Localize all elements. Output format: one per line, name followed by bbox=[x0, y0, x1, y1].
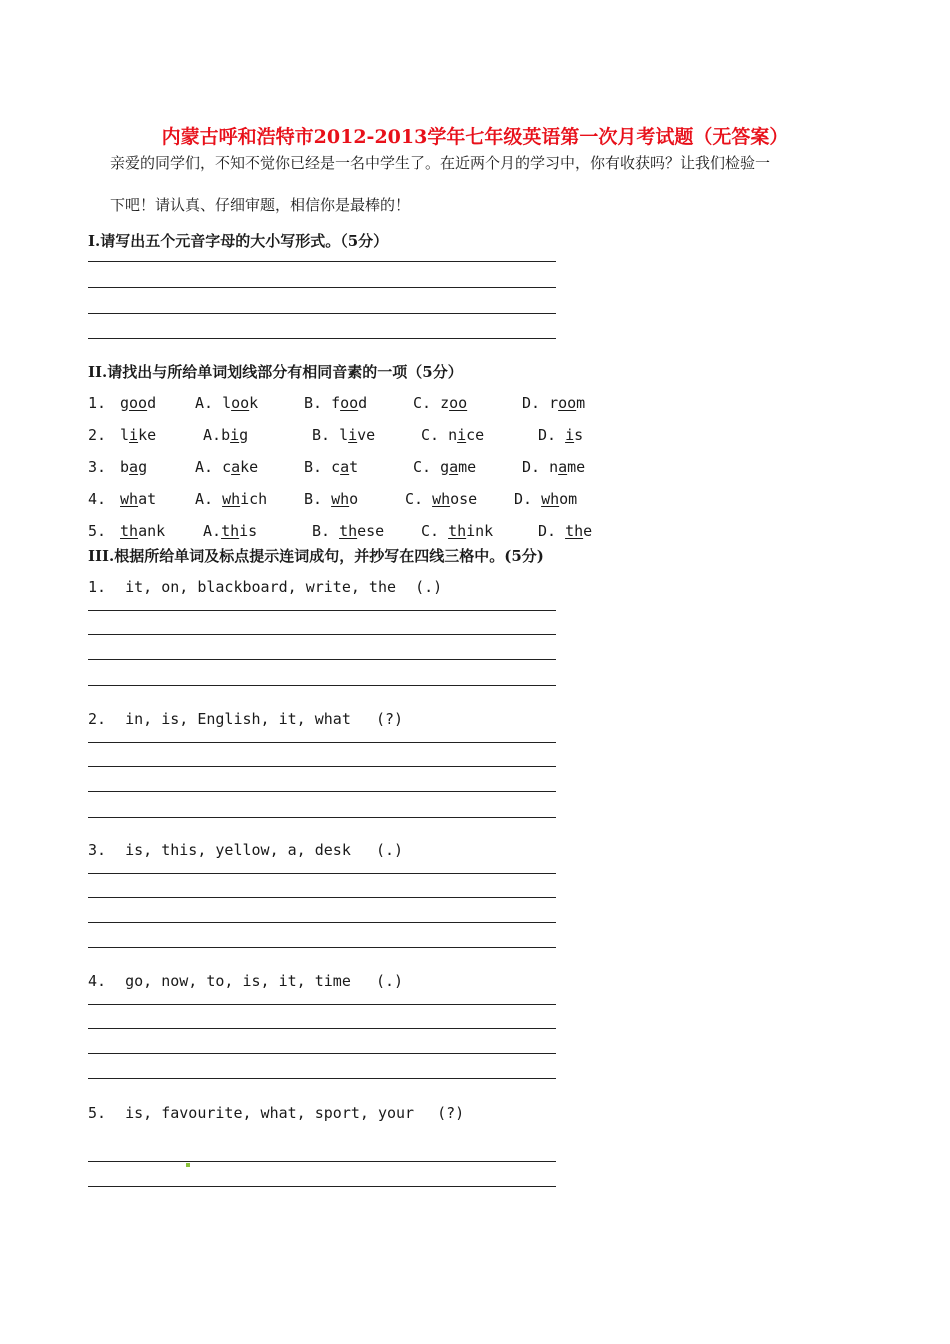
section-1-heading: I.请写出五个元音字母的大小写形式。（5分） bbox=[88, 232, 389, 250]
option-d bbox=[522, 394, 585, 412]
option-c bbox=[405, 490, 477, 508]
word-part: ve bbox=[357, 426, 376, 444]
option-d bbox=[538, 426, 583, 444]
section-3-heading: III.根据所给单词及标点提示连词成句，并抄写在四线三格中。(5分) bbox=[88, 547, 544, 565]
underlined-letters: th bbox=[221, 522, 240, 540]
option-a bbox=[195, 458, 258, 476]
green-dot-mark bbox=[186, 1163, 190, 1167]
word-part: k bbox=[249, 394, 259, 412]
underlined-letters: a bbox=[231, 458, 241, 476]
writing-line bbox=[88, 313, 556, 314]
option-label: D. bbox=[538, 426, 557, 444]
underlined-letters: th bbox=[448, 522, 467, 540]
phonics-question-1 bbox=[88, 394, 157, 412]
underlined-letters: wh bbox=[222, 490, 241, 508]
underlined-letters: th bbox=[339, 522, 358, 540]
writing-line bbox=[88, 922, 556, 923]
option-word bbox=[222, 490, 267, 508]
option-label: A. bbox=[195, 490, 214, 508]
option-word bbox=[549, 458, 585, 476]
option-label: B. bbox=[304, 458, 323, 476]
word-part: t bbox=[349, 458, 359, 476]
underlined-letters: oo bbox=[231, 394, 250, 412]
option-word bbox=[448, 522, 493, 540]
page-title: 内蒙古呼和浩特市2012-2013学年七年级英语第一次月考试题（无答案） bbox=[161, 126, 789, 148]
underlined-letters: a bbox=[449, 458, 459, 476]
word-part: g bbox=[239, 426, 249, 444]
writing-line bbox=[88, 659, 556, 660]
word-part: me bbox=[458, 458, 477, 476]
word-part: e bbox=[583, 522, 593, 540]
writing-line bbox=[88, 685, 556, 686]
underlined-letters: a bbox=[340, 458, 350, 476]
word-part: b bbox=[120, 458, 130, 476]
question-words: in, is, English, it, what bbox=[125, 710, 351, 728]
underlined-letters: th bbox=[120, 522, 139, 540]
option-word bbox=[448, 426, 484, 444]
word-part: g bbox=[120, 394, 130, 412]
intro-line-2: 下吧！请认真、仔细审题，相信你是最棒的！ bbox=[110, 196, 411, 214]
option-b bbox=[304, 458, 358, 476]
underlined-letters: a bbox=[129, 458, 139, 476]
word-part: c bbox=[222, 458, 232, 476]
word-part: z bbox=[440, 394, 450, 412]
word-part: ke bbox=[240, 458, 259, 476]
option-word bbox=[221, 426, 248, 444]
option-label: A. bbox=[195, 394, 214, 412]
option-label: D. bbox=[514, 490, 533, 508]
sentence-question-3 bbox=[88, 841, 404, 859]
phonics-question-5 bbox=[88, 522, 166, 540]
underlined-letters: i bbox=[348, 426, 358, 444]
question-number: 2. bbox=[88, 710, 107, 728]
option-b bbox=[312, 522, 384, 540]
option-label: C. bbox=[413, 394, 432, 412]
word-part: n bbox=[448, 426, 458, 444]
option-d bbox=[538, 522, 592, 540]
word-part: ce bbox=[466, 426, 485, 444]
writing-line bbox=[88, 817, 556, 818]
word-part: m bbox=[576, 394, 586, 412]
phonics-question-4 bbox=[88, 490, 157, 508]
question-words: it, on, blackboard, write, the bbox=[125, 578, 397, 596]
underlined-letters: oo bbox=[558, 394, 577, 412]
word-part: ank bbox=[138, 522, 166, 540]
option-label: C. bbox=[421, 522, 440, 540]
word-part: s bbox=[574, 426, 584, 444]
writing-line bbox=[88, 897, 556, 898]
option-word bbox=[541, 490, 577, 508]
option-b bbox=[304, 394, 367, 412]
option-label: A. bbox=[203, 522, 222, 540]
writing-line bbox=[88, 742, 556, 743]
option-label: D. bbox=[522, 394, 541, 412]
sentence-question-5 bbox=[88, 1104, 464, 1122]
underlined-letters: oo bbox=[340, 394, 359, 412]
word-part: ich bbox=[240, 490, 268, 508]
word-part: n bbox=[549, 458, 559, 476]
question-number: 3. bbox=[88, 458, 107, 476]
writing-line bbox=[88, 634, 556, 635]
word-part: b bbox=[221, 426, 231, 444]
option-word bbox=[440, 458, 476, 476]
underlined-letters: a bbox=[558, 458, 568, 476]
writing-line bbox=[88, 1028, 556, 1029]
writing-line bbox=[88, 1053, 556, 1054]
option-c bbox=[421, 426, 484, 444]
option-word bbox=[339, 426, 375, 444]
writing-line bbox=[88, 261, 556, 262]
word-part: d bbox=[358, 394, 368, 412]
word-part: ose bbox=[450, 490, 478, 508]
question-number: 1. bbox=[88, 394, 107, 412]
given-word bbox=[120, 394, 156, 412]
writing-line bbox=[88, 873, 556, 874]
underlined-letters: i bbox=[457, 426, 467, 444]
writing-line bbox=[88, 1161, 556, 1162]
intro-line-1: 亲爱的同学们，不知不觉你已经是一名中学生了。在近两个月的学习中，你有收获吗？让我们检验一 bbox=[110, 154, 771, 172]
option-c bbox=[421, 522, 493, 540]
option-word bbox=[440, 394, 467, 412]
option-label: C. bbox=[405, 490, 424, 508]
option-b bbox=[304, 490, 358, 508]
option-d bbox=[522, 458, 585, 476]
writing-line bbox=[88, 287, 556, 288]
word-part: l bbox=[339, 426, 349, 444]
option-label: B. bbox=[312, 426, 331, 444]
writing-line bbox=[88, 947, 556, 948]
section-2-heading: II.请找出与所给单词划线部分有相同音素的一项（5分） bbox=[88, 363, 463, 381]
question-number: 3. bbox=[88, 841, 107, 859]
word-part: d bbox=[147, 394, 157, 412]
word-part: g bbox=[138, 458, 148, 476]
option-word bbox=[331, 394, 367, 412]
phonics-question-3 bbox=[88, 458, 148, 476]
option-a bbox=[195, 490, 267, 508]
option-word bbox=[565, 522, 592, 540]
sentence-question-1 bbox=[88, 578, 442, 596]
underlined-letters: wh bbox=[541, 490, 560, 508]
sentence-question-2 bbox=[88, 710, 404, 728]
word-part: l bbox=[120, 426, 130, 444]
question-words: go, now, to, is, it, time bbox=[125, 972, 351, 990]
word-part: r bbox=[549, 394, 559, 412]
option-label: A. bbox=[195, 458, 214, 476]
option-c bbox=[413, 458, 476, 476]
word-part: at bbox=[138, 490, 157, 508]
underlined-letters: wh bbox=[120, 490, 139, 508]
sentence-question-4 bbox=[88, 972, 404, 990]
underlined-letters: th bbox=[565, 522, 584, 540]
word-part: o bbox=[349, 490, 359, 508]
underlined-letters: i bbox=[565, 426, 575, 444]
underlined-letters: oo bbox=[129, 394, 148, 412]
option-a bbox=[203, 426, 248, 444]
punctuation-hint: (.) bbox=[376, 841, 404, 859]
writing-line bbox=[88, 1078, 556, 1079]
word-part: is bbox=[239, 522, 258, 540]
option-label: C. bbox=[413, 458, 432, 476]
underlined-letters: oo bbox=[449, 394, 468, 412]
word-part: g bbox=[440, 458, 450, 476]
word-part: om bbox=[559, 490, 578, 508]
given-word bbox=[120, 458, 147, 476]
underlined-letters: i bbox=[230, 426, 240, 444]
option-label: B. bbox=[312, 522, 331, 540]
phonics-question-2 bbox=[88, 426, 157, 444]
writing-line bbox=[88, 766, 556, 767]
option-word bbox=[222, 394, 258, 412]
option-word bbox=[331, 490, 358, 508]
option-c bbox=[413, 394, 467, 412]
word-part: me bbox=[567, 458, 586, 476]
question-number: 5. bbox=[88, 1104, 107, 1122]
writing-line bbox=[88, 1186, 556, 1187]
option-a bbox=[203, 522, 257, 540]
underlined-letters: i bbox=[129, 426, 139, 444]
writing-line bbox=[88, 338, 556, 339]
option-word bbox=[565, 426, 583, 444]
punctuation-hint: (?) bbox=[437, 1104, 465, 1122]
option-label: D. bbox=[538, 522, 557, 540]
underlined-letters: wh bbox=[432, 490, 451, 508]
option-label: B. bbox=[304, 490, 323, 508]
word-part: f bbox=[331, 394, 341, 412]
punctuation-hint: (?) bbox=[376, 710, 404, 728]
option-d bbox=[514, 490, 577, 508]
option-word bbox=[339, 522, 384, 540]
option-b bbox=[312, 426, 375, 444]
punctuation-hint: (.) bbox=[376, 972, 404, 990]
question-words: is, this, yellow, a, desk bbox=[125, 841, 351, 859]
option-word bbox=[331, 458, 358, 476]
question-number: 4. bbox=[88, 972, 107, 990]
given-word bbox=[120, 426, 156, 444]
question-number: 5. bbox=[88, 522, 107, 540]
question-number: 4. bbox=[88, 490, 107, 508]
given-word bbox=[120, 490, 156, 508]
writing-line bbox=[88, 610, 556, 611]
word-part: ink bbox=[466, 522, 494, 540]
option-label: C. bbox=[421, 426, 440, 444]
underlined-letters: wh bbox=[331, 490, 350, 508]
writing-line bbox=[88, 791, 556, 792]
question-number: 1. bbox=[88, 578, 107, 596]
option-word bbox=[221, 522, 257, 540]
given-word bbox=[120, 522, 165, 540]
option-word bbox=[549, 394, 585, 412]
word-part: ke bbox=[138, 426, 157, 444]
word-part: l bbox=[222, 394, 232, 412]
option-a bbox=[195, 394, 258, 412]
punctuation-hint: (.) bbox=[415, 578, 443, 596]
word-part: ese bbox=[357, 522, 385, 540]
writing-line bbox=[88, 1004, 556, 1005]
option-word bbox=[432, 490, 477, 508]
question-words: is, favourite, what, sport, your bbox=[125, 1104, 415, 1122]
option-label: A. bbox=[203, 426, 222, 444]
option-word bbox=[222, 458, 258, 476]
question-number: 2. bbox=[88, 426, 107, 444]
option-label: B. bbox=[304, 394, 323, 412]
word-part: c bbox=[331, 458, 341, 476]
option-label: D. bbox=[522, 458, 541, 476]
